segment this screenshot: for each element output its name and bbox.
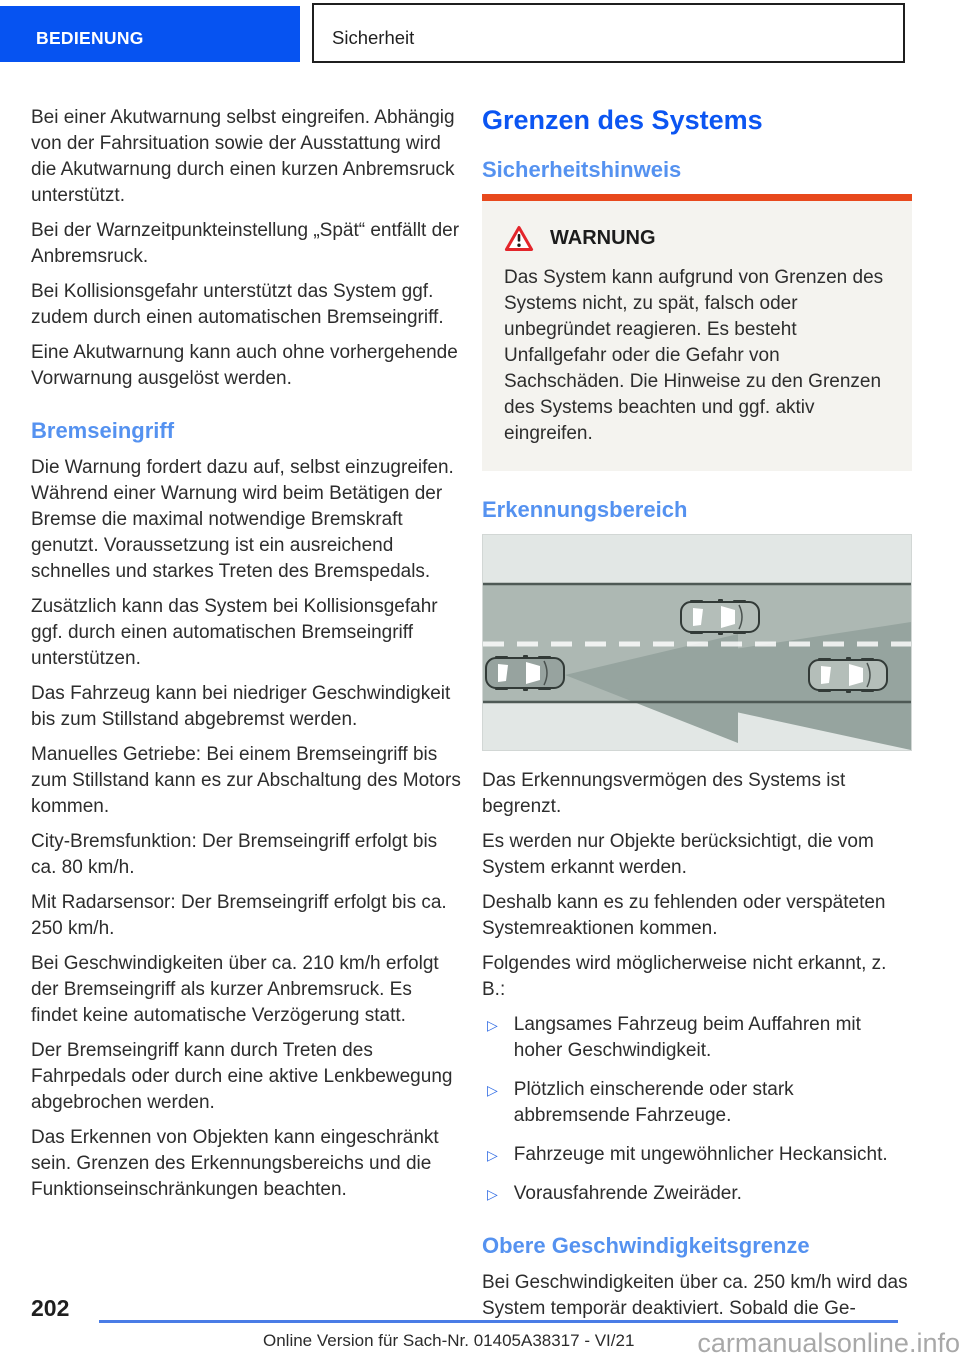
chapter-title: Sicherheit <box>332 27 415 48</box>
detection-range-illustration <box>482 534 912 751</box>
section-heading-obere-geschwindigkeitsgrenze: Obere Geschwindigkeitsgrenze <box>482 1233 810 1258</box>
warning-box <box>482 194 912 471</box>
section-tab <box>0 6 300 62</box>
paragraph: Es werden nur Objekte berücksichtigt, die vom System erkannt werden. <box>482 831 874 878</box>
triangle-bullet-icon: ▷ <box>487 1082 498 1098</box>
paragraph: Eine Akutwarnung kann auch ohne vorhergehende Vorwarnung ausgelöst werden. <box>31 342 458 389</box>
section-heading-sicherheitshinweis: Sicherheitshinweis <box>482 157 682 182</box>
page-content <box>0 62 960 1331</box>
list-item-text: Plötzlich einscherende oder stark abbremsende Fahrzeuge. <box>513 1079 794 1126</box>
page-number: 202 <box>31 1295 70 1321</box>
list-item <box>487 1077 912 1129</box>
paragraph: Das Fahrzeug kann bei niedriger Geschwindigkeit bis zum Stillstand abgebremst werden. <box>31 683 451 730</box>
warning-triangle-icon <box>504 225 534 252</box>
paragraph: Bei der Warnzeitpunkteinstellung „Spät“ entfällt der Anbremsruck. <box>31 220 460 267</box>
page-header <box>0 0 960 62</box>
paragraph: Folgendes wird möglicherweise nicht erkannt, z. B.: <box>482 953 887 1000</box>
paragraph: Bei Geschwindigkeiten über ca. 210 km/h erfolgt der Bremseingriff als kurzer Anbremsruck. Es findet keine automatische Verzögerung statt. <box>31 953 439 1026</box>
paragraph: Deshalb kann es zu fehlenden oder verspäteten Systemreaktionen kommen. <box>482 892 886 939</box>
footer-version-text: Online Version für Sach-Nr. 01405A38317 - VI/21 <box>263 1331 635 1350</box>
list-item-text: Vorausfahrende Zweiräder. <box>513 1183 742 1204</box>
right-column <box>482 105 912 1331</box>
section-heading-erkennungsbereich: Erkennungsbereich <box>482 497 688 522</box>
list-item <box>487 1012 912 1064</box>
chapter-box <box>312 3 905 63</box>
paragraph: Das Erkennungsvermögen des Systems ist begrenzt. <box>482 770 846 817</box>
paragraph: City-Bremsfunktion: Der Bremseingriff erfolgt bis ca. 80 km/h. <box>31 831 438 878</box>
chapter-section-title: Grenzen des Systems <box>482 105 763 135</box>
warning-text: Das System kann aufgrund von Grenzen des Systems nicht, zu spät, falsch oder unbegründet reagieren. Es besteht Unfallgefahr oder die Gefahr von Sachschäden. Die Hinweise zu den Grenzen des Systems beachten und ggf. aktiv eingreifen. <box>504 267 884 444</box>
not-detected-list <box>482 1012 912 1207</box>
paragraph: Bei Geschwindigkeiten über ca. 250 km/h wird das System temporär deaktiviert. Sobald die Ge- <box>482 1272 908 1319</box>
paragraph: Die Warnung fordert dazu auf, selbst einzugreifen. Während einer Warnung wird beim Betätigen der Bremse die maximal notwendige Bremskraft genutzt. Voraussetzung ist ein ausreichend schnelles und starkes Treten des Bremspedals. <box>31 457 454 582</box>
paragraph: Mit Radarsensor: Der Bremseingriff erfolgt bis ca. 250 km/h. <box>31 892 447 939</box>
footer-rule <box>99 1320 898 1323</box>
triangle-bullet-icon: ▷ <box>487 1147 498 1163</box>
paragraph: Bei Kollisionsgefahr unterstützt das System ggf. zudem durch einen automatischen Bremseingriff. <box>31 281 444 328</box>
list-item <box>487 1181 912 1207</box>
triangle-bullet-icon: ▷ <box>487 1186 498 1202</box>
list-item-text: Langsames Fahrzeug beim Auffahren mit hoher Geschwindigkeit. <box>513 1014 861 1061</box>
paragraph: Das Erkennen von Objekten kann eingeschränkt sein. Grenzen des Erkennungsbereichs und die Funktionseinschränkungen beachten. <box>31 1127 439 1200</box>
paragraph: Der Bremseingriff kann durch Treten des Fahrpedals oder durch eine aktive Lenkbewegung abgebrochen werden. <box>31 1040 453 1113</box>
warning-label: WARNUNG <box>550 227 656 249</box>
paragraph: Bei einer Akutwarnung selbst eingreifen. Abhängig von der Fahrsituation sowie der Ausstattung wird die Akutwarnung durch einen kurzen Anbremsruck unterstützt. <box>31 107 455 206</box>
watermark: carmanualsonline.info <box>697 1328 960 1358</box>
list-item-text: Fahrzeuge mit ungewöhnlicher Heckansicht. <box>513 1144 888 1165</box>
section-heading-bremseingriff: Bremseingriff <box>31 418 175 443</box>
paragraph: Manuelles Getriebe: Bei einem Bremseingriff bis zum Stillstand kann es zur Abschaltung des Motors kommen. <box>31 744 461 817</box>
paragraph: Zusätzlich kann das System bei Kollisionsgefahr ggf. durch einen automatischen Bremseingriff unterstützen. <box>31 596 438 669</box>
warning-title-row <box>504 225 892 252</box>
left-column <box>31 105 462 1331</box>
list-item <box>487 1142 912 1168</box>
triangle-bullet-icon: ▷ <box>487 1017 498 1033</box>
section-label: BEDIENUNG <box>36 28 144 48</box>
